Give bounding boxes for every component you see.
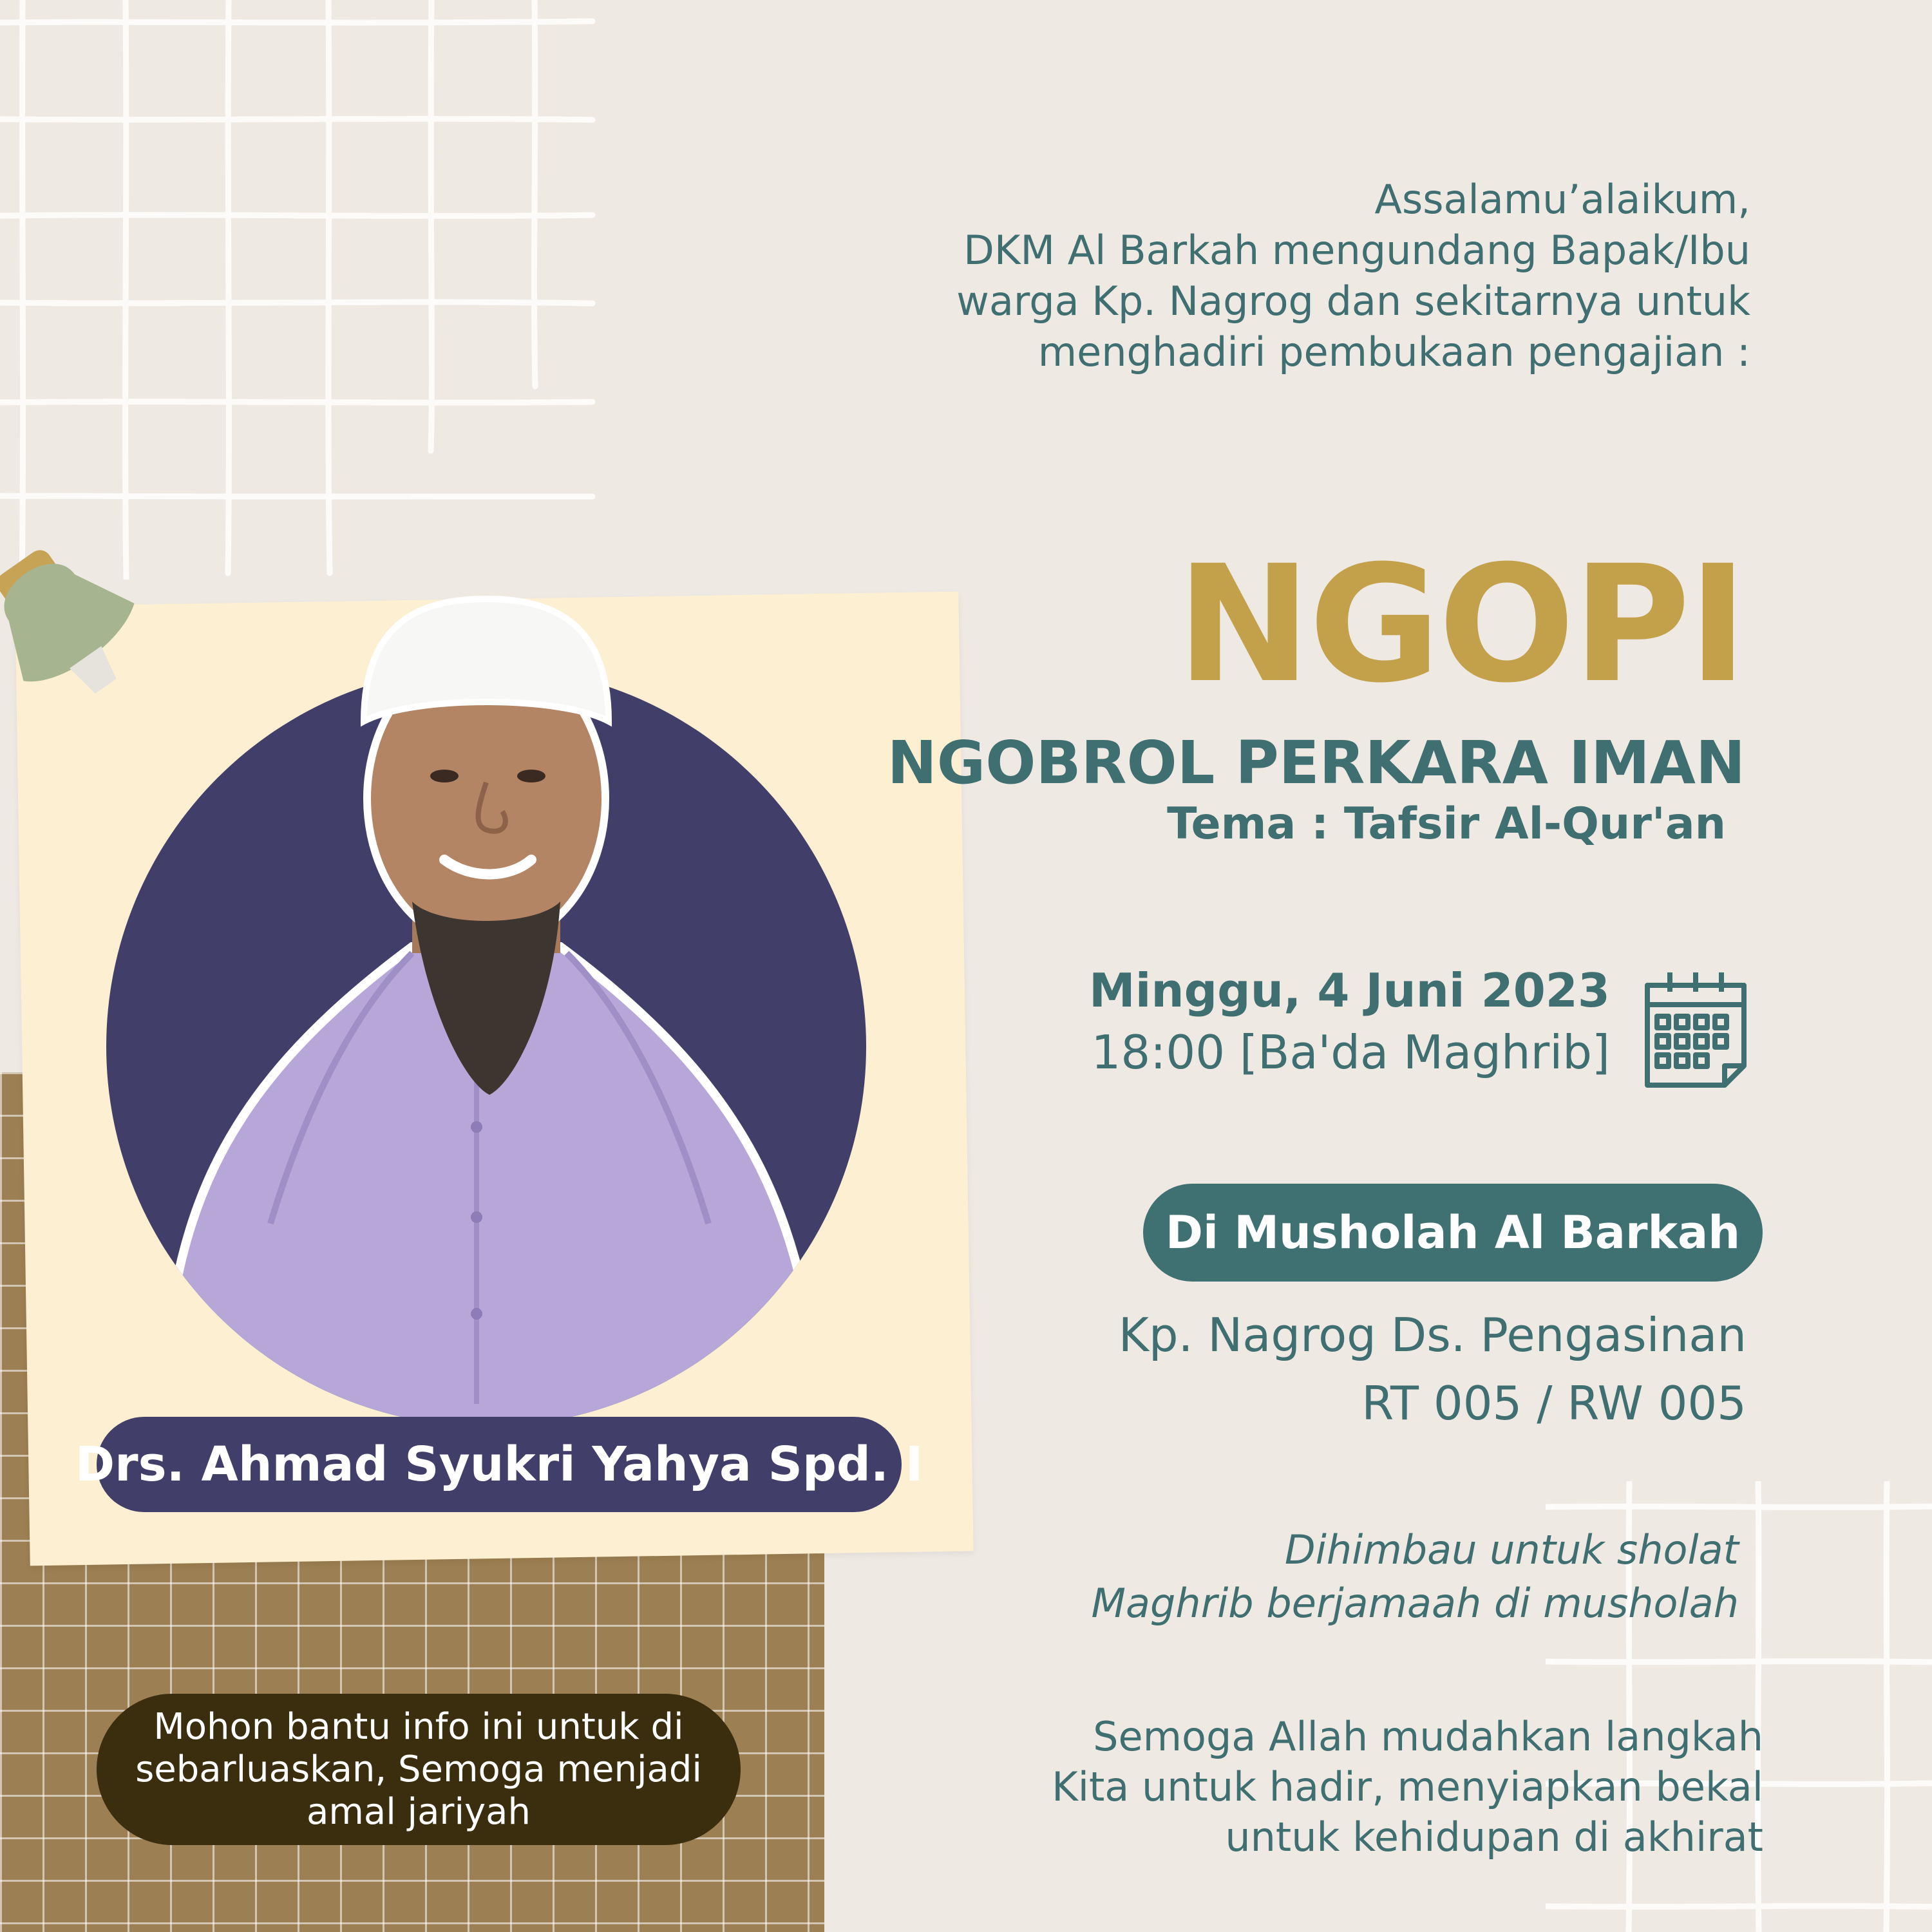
calendar-icon — [1641, 966, 1750, 1088]
speaker-name-badge — [75, 1417, 923, 1512]
speaker-name: Drs. Ahmad Syukri Yahya Spd. I — [75, 1437, 923, 1492]
address-line: Kp. Nagrog Ds. Pengasinan — [1118, 1308, 1747, 1362]
prayer-appeal — [1091, 1523, 1739, 1630]
event-time: 18:00 [Ba'da Maghrib] — [1091, 1025, 1610, 1079]
event-title: NGOPI — [1176, 531, 1745, 718]
greeting-line: menghadiri pembukaan pengajian : — [1037, 328, 1750, 375]
closing-line: untuk kehidupan di akhirat — [1225, 1814, 1763, 1861]
share-note-badge — [97, 1694, 741, 1845]
closing-message — [1052, 1712, 1763, 1862]
greeting-line: DKM Al Barkah mengundang Bapak/Ibu — [963, 227, 1750, 274]
venue-address — [1119, 1301, 1747, 1437]
closing-line: Semoga Allah mudahkan langkah — [1093, 1713, 1763, 1760]
greeting-text — [849, 174, 1750, 377]
closing-line: Kita untuk hadir, menyiapkan bekal — [1052, 1763, 1763, 1810]
share-note: Mohon bantu info ini untuk di sebarluaskan, Semoga menjadi amal jariyah — [135, 1705, 702, 1833]
venue-badge — [1143, 1184, 1763, 1282]
greeting-line: warga Kp. Nagrog dan sekitarnya untuk — [956, 278, 1750, 325]
event-subtitle: NGOBROL PERKARA IMAN — [887, 728, 1745, 797]
address-line: RT 005 / RW 005 — [1361, 1376, 1747, 1430]
event-theme: Tema : Tafsir Al-Qur'an — [1167, 799, 1726, 849]
appeal-line: Maghrib berjamaah di musholah — [1091, 1580, 1739, 1627]
schedule-block — [1089, 960, 1610, 1083]
appeal-line: Dihimbau untuk sholat — [1284, 1526, 1739, 1573]
greeting-line: Assalamu’alaikum, — [1374, 176, 1750, 223]
venue-label: Di Musholah Al Barkah — [1165, 1206, 1741, 1259]
event-date: Minggu, 4 Juni 2023 — [1089, 963, 1610, 1018]
